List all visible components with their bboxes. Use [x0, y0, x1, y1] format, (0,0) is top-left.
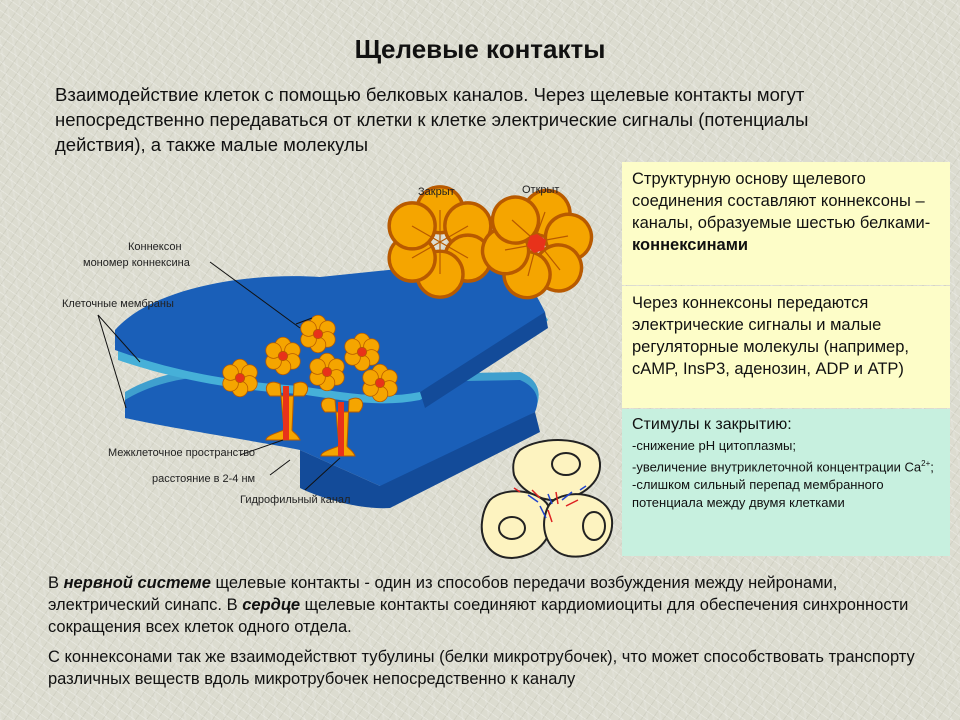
box3-item: -снижение pH цитоплазмы; [632, 438, 797, 453]
nervous-system-emphasis: нервной системе [63, 574, 211, 592]
bottom-paragraph-2: С коннексонами так же взаимодействют тубулины (белки микротрубочек), что может способствовать транспорту различных веществ вдоль микротрубочек непосредственно к каналу [48, 648, 915, 688]
channel-label: Гидрофильный канал [240, 494, 351, 506]
distance-label: расстояние в 2-4 нм [152, 473, 256, 485]
box1-text: Структурную основу щелевого соединения составляют коннексоны – каналы, образуемые шестью белками- [632, 170, 931, 232]
closed-connexon [389, 187, 491, 297]
connexon [301, 315, 335, 352]
box3-item: -слишком сильный перепад мембранного потенциала между двумя клетками [632, 477, 884, 511]
connexon [266, 337, 300, 374]
intro-text: Взаимодействие клеток с помощью белковых каналов. Через щелевые контакты могут непосредственно передаваться от клетки к клетке электрические сигналы (потенциалы действия), а также малые молекулы [55, 84, 809, 155]
monomer-label: мономер коннексина [83, 257, 190, 269]
membranes-label: Клеточные мембраны [62, 298, 174, 310]
page-title: Щелевые контакты [354, 34, 606, 64]
connexon-label: Коннексон [128, 241, 182, 253]
closure-stimuli-box [622, 409, 950, 556]
box1-bold: коннексинами [632, 236, 749, 254]
open-label: Открыт [522, 184, 560, 196]
box3-item: -увеличение внутриклеточной концентрации $Ca^{2+}$; [632, 459, 934, 475]
bottom-paragraph-1: В нервной системе щелевые контакты - один из способов передачи возбуждения между нейронами, электрический синапс. В сердце щелевые контакты соединяют кардиомиоциты для обеспечения синхронности сокращения всех клеток одного отдела. [48, 574, 909, 636]
box3-head: Стимулы к закрытию: [632, 416, 792, 433]
connexon [310, 353, 344, 390]
connexon [363, 364, 397, 401]
signals-box [622, 286, 950, 408]
heart-emphasis: сердце [242, 596, 301, 614]
box2-text: Через коннексоны передаются электрические сигналы и малые регуляторные молекулы (например, cAMP, InsP3, аденозин, ADP и ATP) [632, 294, 909, 378]
closed-label: Закрыт [418, 186, 455, 198]
intercellular-label: Межклеточное пространство [108, 447, 256, 459]
connexon [223, 359, 257, 396]
connexon-structure-box [622, 162, 950, 285]
bottom-text [48, 572, 928, 698]
three-cells-illustration [482, 440, 612, 558]
connexon [345, 333, 379, 370]
